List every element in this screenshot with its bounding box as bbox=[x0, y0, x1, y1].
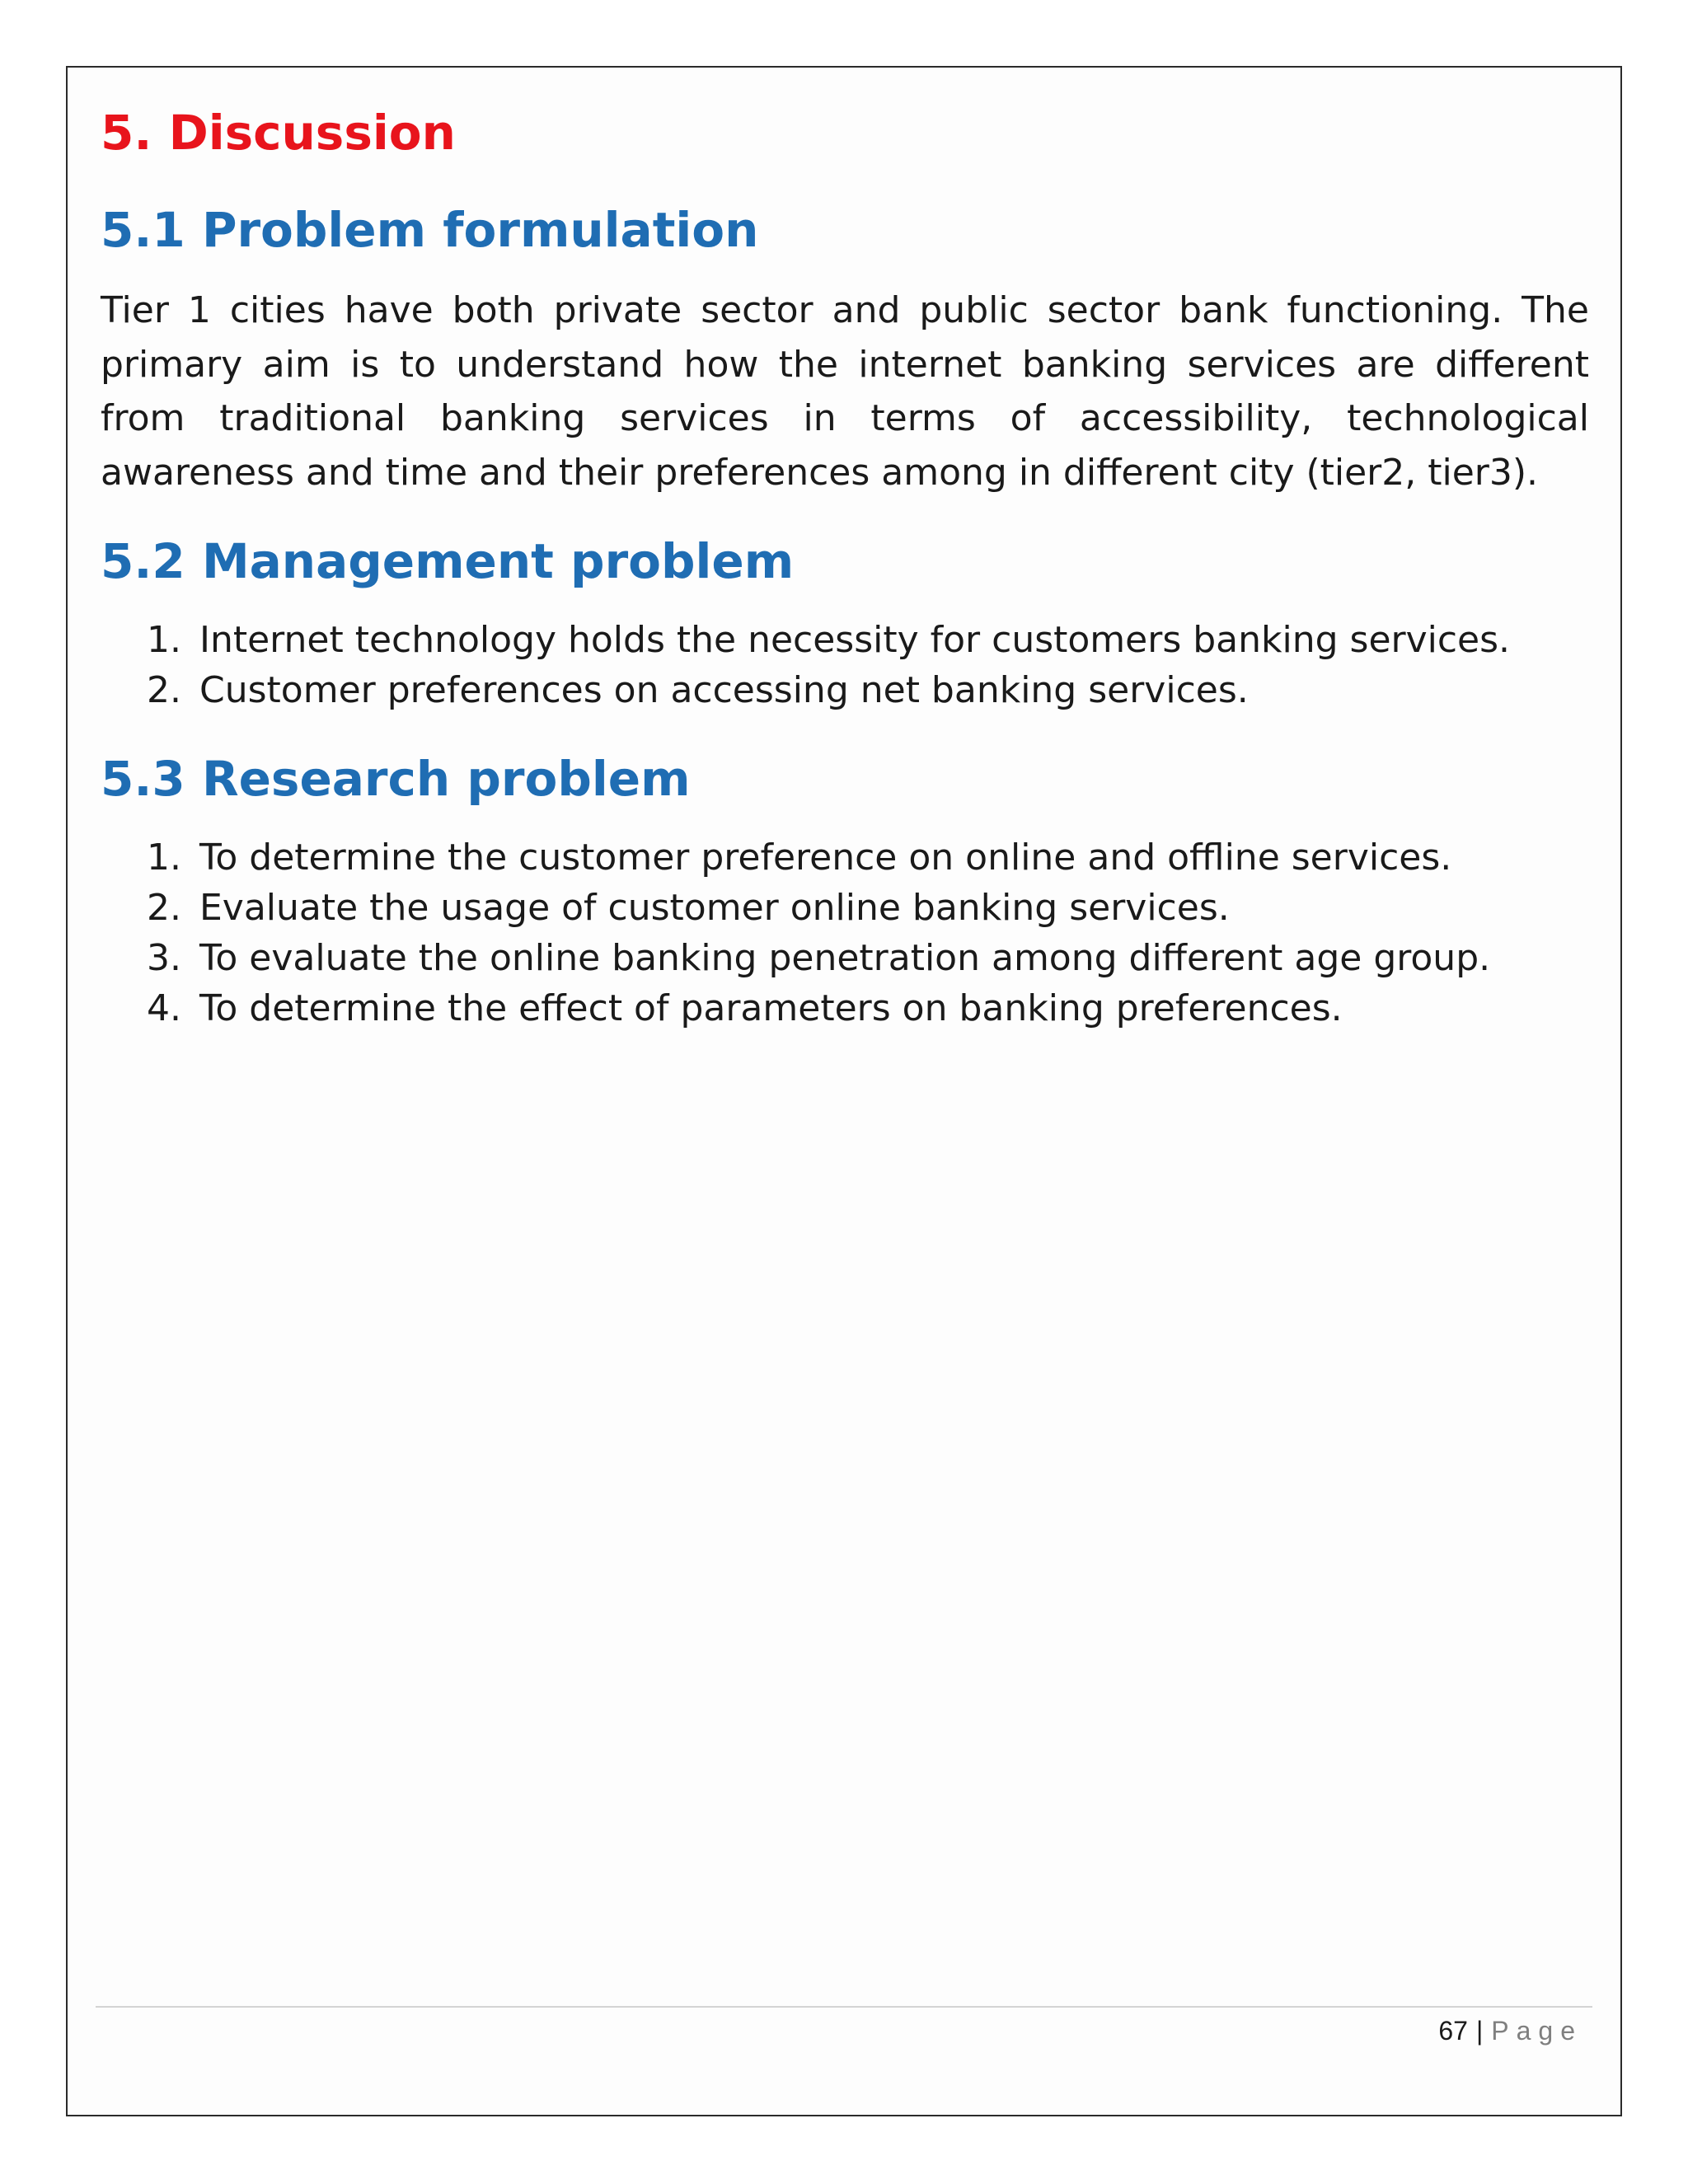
page-number: 67 bbox=[1438, 2016, 1468, 2046]
list-item bbox=[101, 983, 1589, 1033]
footer-separator: | bbox=[1475, 2016, 1484, 2046]
list-number: 2. bbox=[147, 887, 181, 929]
list-item-text: Evaluate the usage of customer online banking services. bbox=[199, 887, 1230, 929]
list-number: 1. bbox=[147, 619, 181, 661]
list-item bbox=[101, 832, 1589, 883]
chapter-heading: 5. Discussion bbox=[101, 105, 456, 161]
list-item bbox=[101, 933, 1589, 983]
page-label: Page bbox=[1491, 2016, 1582, 2046]
problem-formulation-paragraph: Tier 1 cities have both private sector and public sector bank functioning. The primary aim is to understand how the internet banking services are different from traditional banking services in terms of accessibility, technological awareness and time and their preferences among in different city (tier2, tier3). bbox=[101, 289, 1589, 494]
list-item bbox=[101, 883, 1589, 933]
list-item bbox=[101, 615, 1589, 665]
section-heading-problem-formulation: 5.1 Problem formulation bbox=[101, 202, 759, 258]
page-footer bbox=[1438, 2011, 1582, 2050]
list-item-text: Customer preferences on accessing net banking services. bbox=[199, 669, 1249, 711]
list-number: 2. bbox=[147, 669, 181, 711]
list-item-text: To determine the customer preference on online and offline services. bbox=[199, 837, 1452, 879]
list-item-text: To determine the effect of parameters on banking preferences. bbox=[199, 987, 1343, 1029]
section-heading-research-problem: 5.3 Research problem bbox=[101, 751, 691, 807]
list-number: 3. bbox=[147, 937, 181, 979]
management-problem-list bbox=[101, 615, 1589, 715]
list-item-text: Internet technology holds the necessity for customers banking services. bbox=[199, 619, 1511, 661]
list-number: 1. bbox=[147, 837, 181, 879]
footer-divider bbox=[96, 2006, 1592, 2008]
list-number: 4. bbox=[147, 987, 181, 1029]
document-body bbox=[101, 97, 1589, 1033]
section-heading-management-problem: 5.2 Management problem bbox=[101, 533, 795, 589]
list-item-text: To evaluate the online banking penetration among different age group. bbox=[199, 937, 1491, 979]
research-problem-list bbox=[101, 832, 1589, 1033]
list-item bbox=[101, 665, 1589, 715]
